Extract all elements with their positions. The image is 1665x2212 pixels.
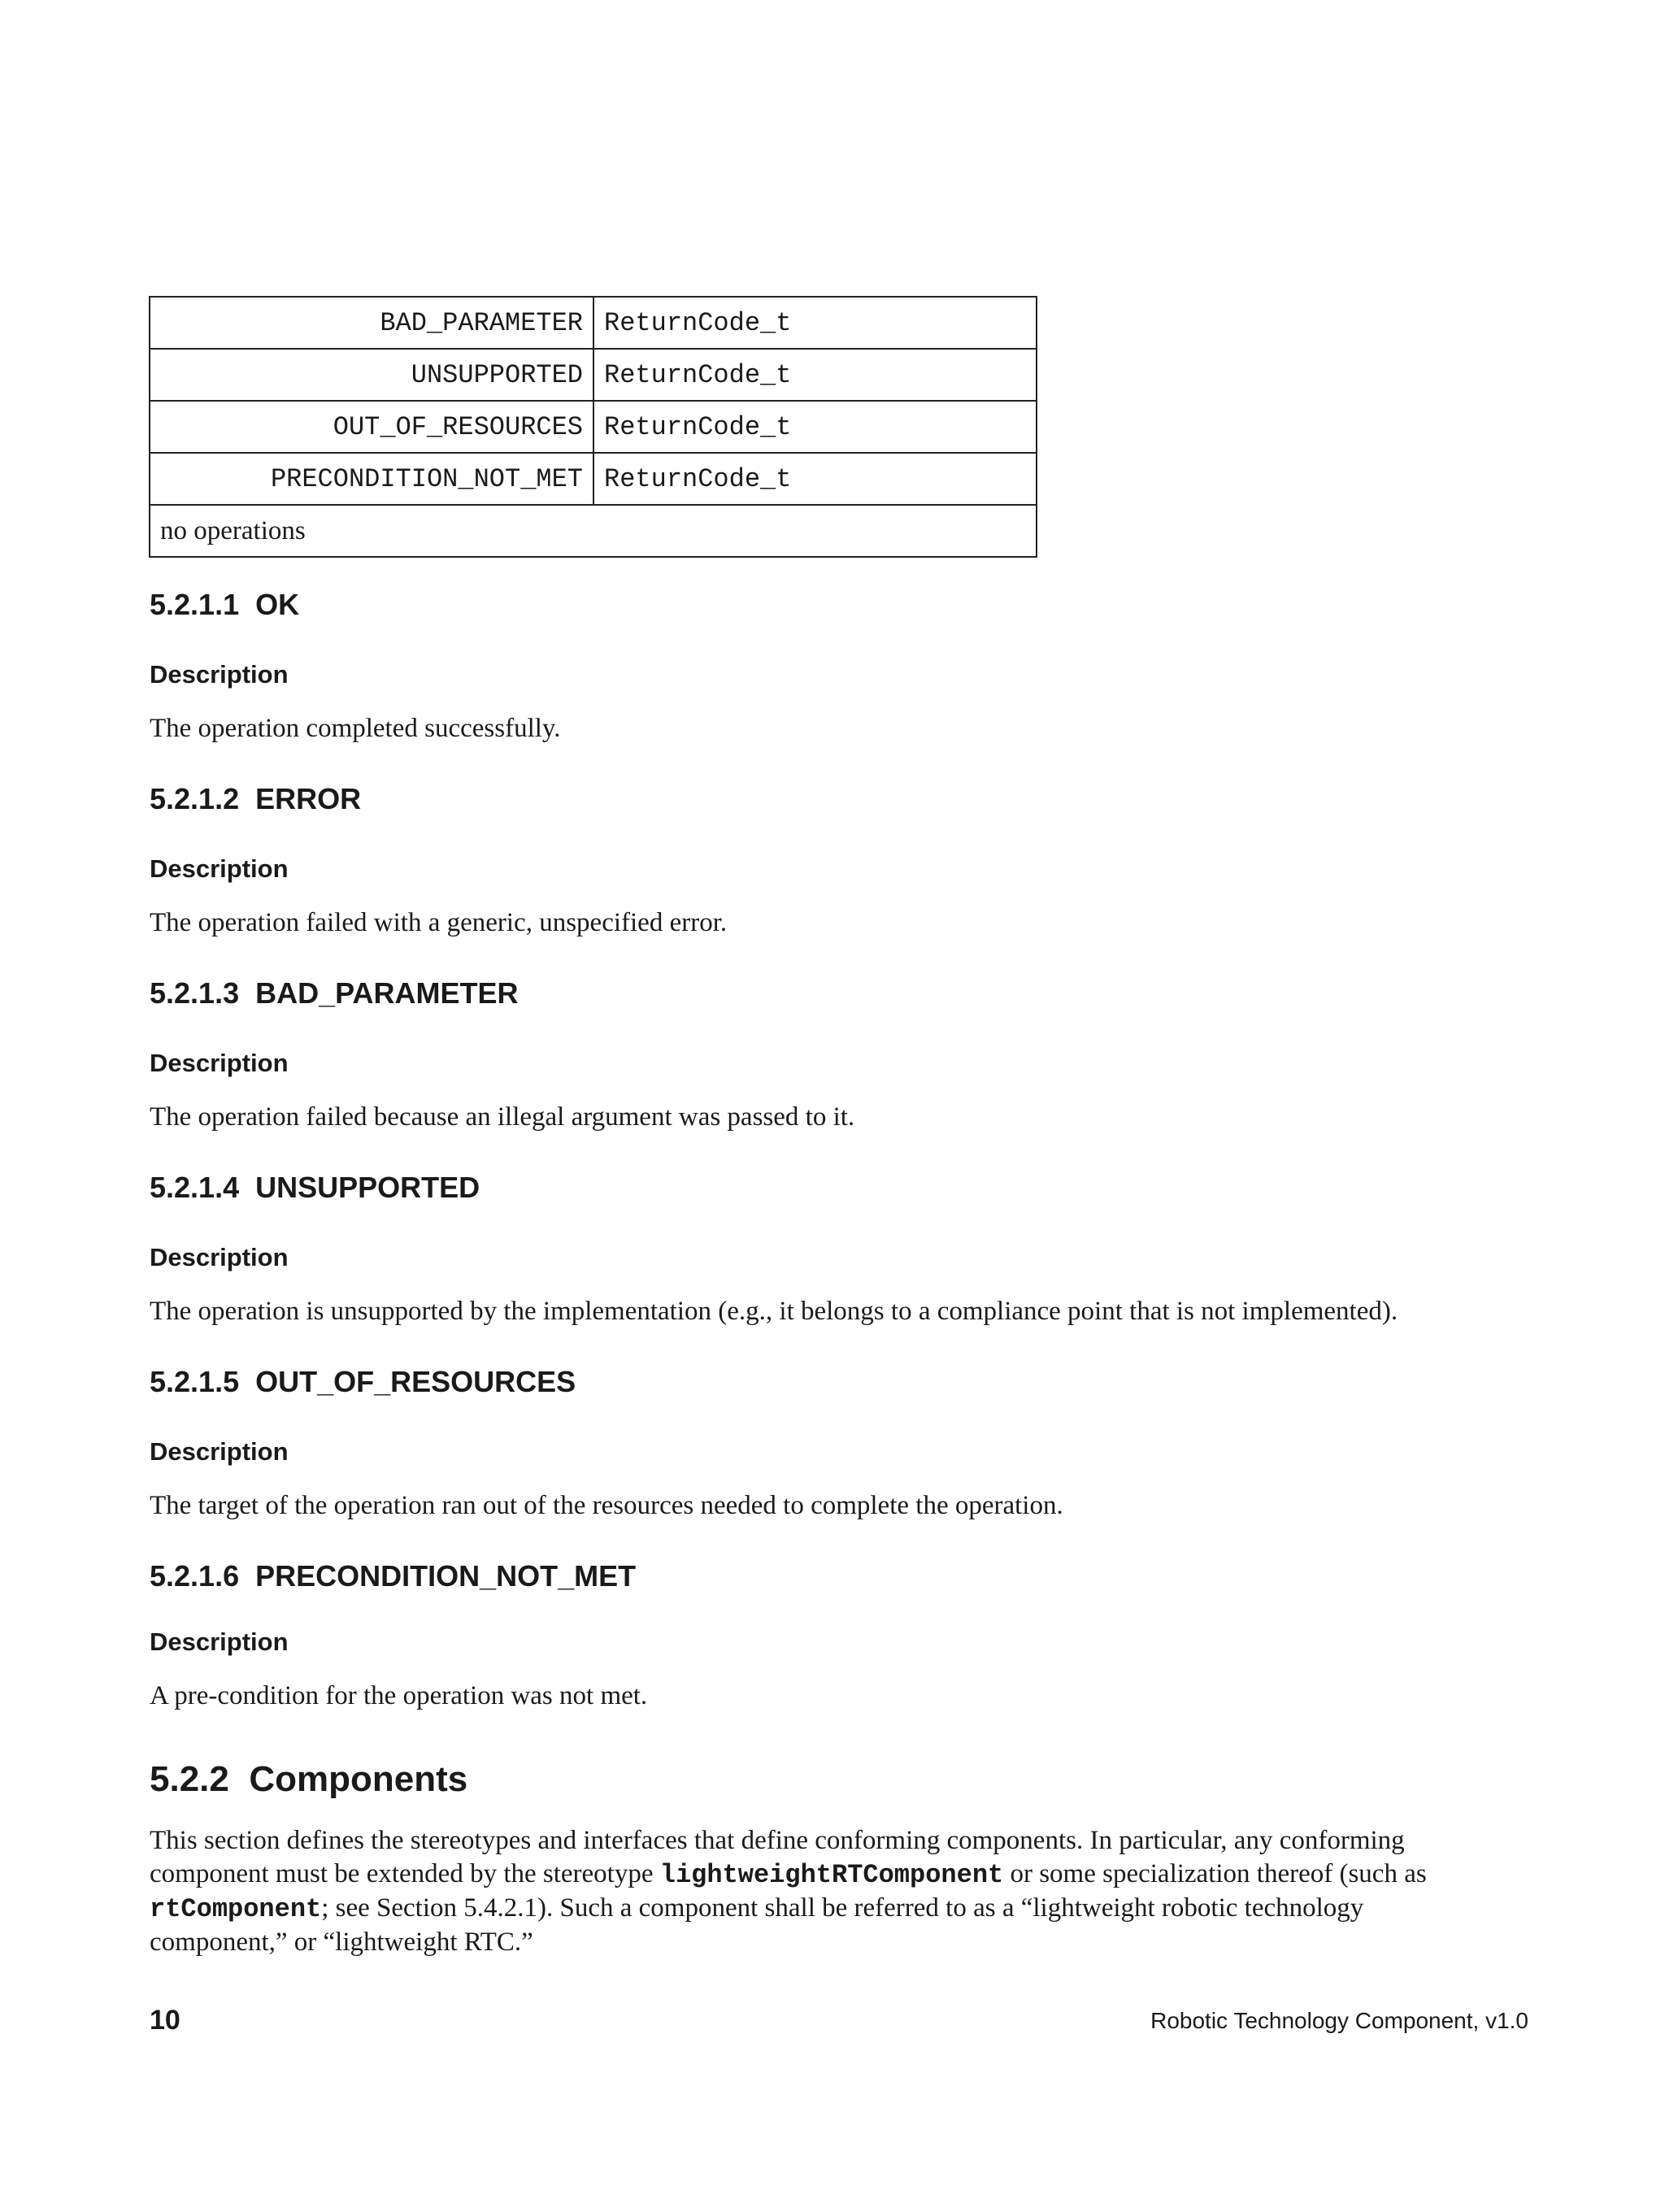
- table-row: [150, 297, 1037, 349]
- section-heading: [150, 1558, 636, 1594]
- description-text: The operation failed because an illegal argument was passed to it.: [150, 1102, 855, 1132]
- literal-type: ReturnCode_t: [593, 297, 1037, 349]
- document-title: Robotic Technology Component, v1.0: [1150, 2008, 1528, 2033]
- literal-type: ReturnCode_t: [593, 453, 1037, 505]
- table-row: [150, 349, 1037, 401]
- literal-type: ReturnCode_t: [593, 401, 1037, 453]
- literals-table: [149, 296, 1037, 558]
- description-text: The operation completed successfully.: [150, 714, 561, 743]
- section-title: OUT_OF_RESOURCES: [255, 1365, 576, 1398]
- section-title: PRECONDITION_NOT_MET: [255, 1559, 637, 1593]
- section-number: 5.2.1.2: [150, 782, 240, 815]
- paragraph-text: ; see Section 5.4.2.1). Such a component shall be referred to as a “lightweight robotic technology: [321, 1893, 1364, 1923]
- table-row: [150, 401, 1037, 453]
- section-heading: [150, 1170, 480, 1206]
- description-label: Description: [150, 1243, 289, 1271]
- section-number: 5.2.1.6: [150, 1559, 240, 1593]
- section-heading: [150, 976, 518, 1011]
- section-number: 5.2.2: [150, 1759, 229, 1799]
- stereotype-code: rtComponent: [150, 1894, 322, 1924]
- section-heading: [150, 1364, 576, 1400]
- literal-name: BAD_PARAMETER: [150, 297, 593, 349]
- section-title: ERROR: [255, 782, 362, 815]
- table-row: [150, 505, 1037, 557]
- section-heading: [150, 781, 361, 817]
- paragraph-line: component,” or “lightweight RTC.”: [150, 1927, 533, 1957]
- page-number: 10: [150, 2005, 180, 2036]
- operations-cell: no operations: [150, 505, 1037, 557]
- literal-name: UNSUPPORTED: [150, 349, 593, 401]
- section-title: Components: [249, 1759, 468, 1799]
- section-number: 5.2.1.3: [150, 976, 240, 1010]
- table-row: [150, 453, 1037, 505]
- description-text: A pre-condition for the operation was not met.: [150, 1681, 648, 1710]
- section-title: UNSUPPORTED: [255, 1171, 480, 1204]
- description-label: Description: [150, 1049, 289, 1077]
- description-label: Description: [150, 854, 289, 883]
- description-text: The operation failed with a generic, unspecified error.: [150, 908, 728, 937]
- section-title: OK: [255, 588, 300, 621]
- description-label: Description: [150, 1437, 289, 1466]
- description-text: The target of the operation ran out of the resources needed to complete the operation.: [150, 1491, 1063, 1520]
- paragraph-line: This section defines the stereotypes and interfaces that define conforming components. In particular, any conforming: [150, 1826, 1405, 1855]
- paragraph-line: [150, 1892, 1532, 1926]
- section-number: 5.2.1.1: [150, 588, 240, 621]
- section-number: 5.2.1.5: [150, 1365, 240, 1398]
- stereotype-code: lightweightRTComponent: [659, 1860, 1004, 1890]
- literal-name: OUT_OF_RESOURCES: [150, 401, 593, 453]
- description-label: Description: [150, 1627, 289, 1656]
- description-text: The operation is unsupported by the implementation (e.g., it belongs to a compliance point that is not implemented).: [150, 1297, 1398, 1326]
- literal-type: ReturnCode_t: [593, 349, 1037, 401]
- paragraph-text: component must be extended by the stereotype: [150, 1859, 660, 1888]
- paragraph-text: or some specialization thereof (such as: [1003, 1859, 1427, 1888]
- section-heading-components: [150, 1758, 467, 1801]
- description-label: Description: [150, 660, 289, 689]
- section-number: 5.2.1.4: [150, 1171, 240, 1204]
- literal-name: PRECONDITION_NOT_MET: [150, 453, 593, 505]
- paragraph-line: [150, 1858, 1532, 1892]
- section-heading: [150, 587, 299, 623]
- section-title: BAD_PARAMETER: [255, 976, 519, 1010]
- components-paragraph: [150, 1824, 1532, 1959]
